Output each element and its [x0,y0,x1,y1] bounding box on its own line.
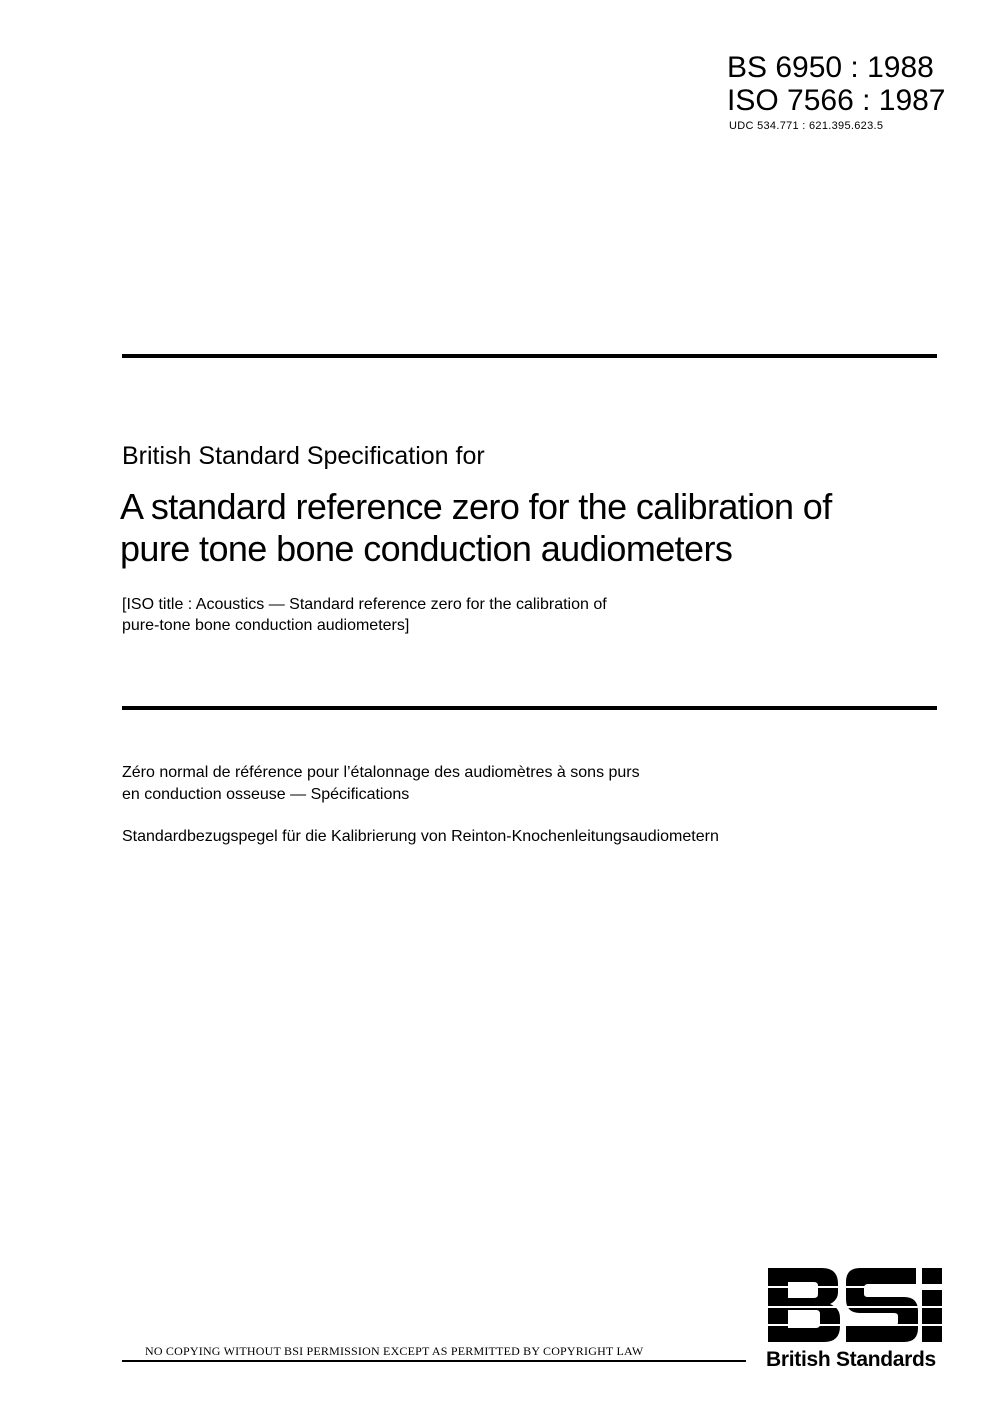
middle-divider [122,706,937,710]
copyright-notice: NO COPYING WITHOUT BSI PERMISSION EXCEPT AS PERMITTED BY COPYRIGHT LAW [145,1344,644,1358]
bs-standard-number: BS 6950 : 1988 [727,51,934,84]
main-title-line-2: pure tone bone conduction audiometers [120,528,733,569]
copyright-underline [122,1360,746,1362]
iso-title-line-2: pure-tone bone conduction audiometers] [122,617,410,634]
udc-classification: UDC 534.771 : 621.395.623.5 [729,120,884,132]
main-title-line-1: A standard reference zero for the calibration of [120,486,832,527]
iso-title [122,594,607,636]
iso-standard-number: ISO 7566 : 1987 [727,84,946,117]
top-divider [122,354,937,358]
french-title-line-2: en conduction osseuse — Spécifications [122,786,410,803]
iso-title-line-1: [ISO title : Acoustics — Standard reference zero for the calibration of [122,596,607,613]
british-standards-wordmark: British Standards [766,1348,936,1371]
specification-intro: British Standard Specification for [122,442,485,470]
german-title: Standardbezugspegel für die Kalibrierung von Reinton-Knochenleitungsaudiometern [122,828,719,845]
bsi-logo [766,1264,944,1344]
french-title [122,762,640,806]
main-title [120,486,832,570]
french-title-line-1: Zéro normal de référence pour l’étalonnage des audiomètres à sons purs [122,764,640,781]
